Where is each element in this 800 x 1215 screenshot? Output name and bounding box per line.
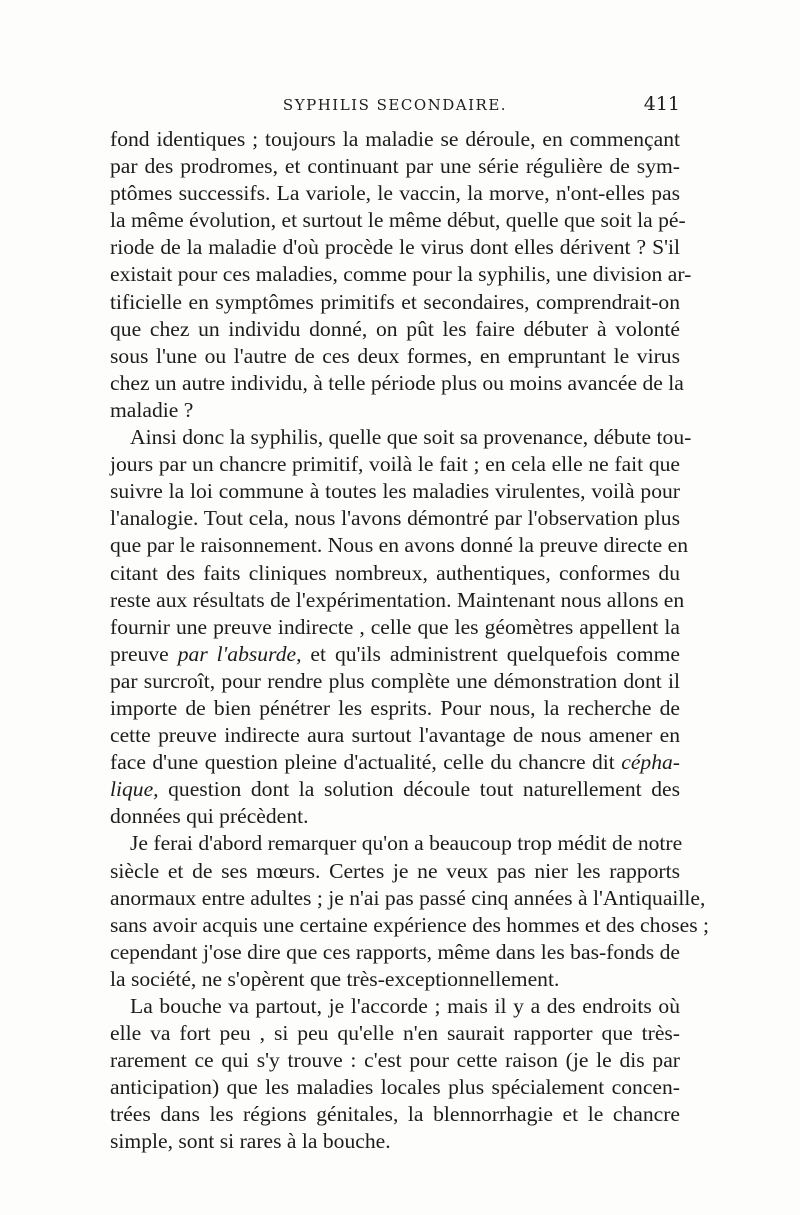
text-line: que chez un individu donné, on pût les faire débuter à volonté: [110, 316, 680, 341]
text-line: suivre la loi commune à toutes les maladies virulentes, voilà pour: [110, 479, 680, 504]
page-number: 411: [643, 93, 680, 115]
text-line: importe de bien pénétrer les esprits. Pour nous, la recherche de: [110, 695, 680, 720]
text-line: sous l'une ou l'autre de ces deux formes, en empruntant le virus: [110, 343, 680, 368]
text-line: citant des faits cliniques nombreux, authentiques, conformes du: [110, 560, 680, 585]
text-line: Ainsi donc la syphilis, quelle que soit sa provenance, débute tou-: [130, 425, 692, 450]
text-line: simple, sont si rares à la bouche.: [110, 1129, 391, 1154]
text-line: jours par un chancre primitif, voilà le fait ; en cela elle ne fait que: [110, 452, 680, 477]
paragraph: [110, 126, 692, 424]
text-line: données qui précèdent.: [110, 804, 309, 829]
text-line: tificielle en symptômes primitifs et secondaires, comprendrait-on: [110, 289, 680, 314]
text-line: anormaux entre adultes ; je n'ai pas passé cinq années à l'Antiquaille,: [110, 885, 706, 910]
text-line: ptômes successifs. La variole, le vaccin, la morve, n'ont-elles pas: [110, 181, 680, 206]
text-line: la même évolution, et surtout le même début, quelle que soit la pé-: [110, 208, 686, 233]
text-line: cependant j'ose dire que ces rapports, même dans les bas-fonds de: [110, 939, 680, 964]
text-line: existait pour ces maladies, comme pour la syphilis, une division ar-: [110, 262, 692, 287]
body-text: [110, 126, 710, 1156]
text-line: la société, ne s'opèrent que très-exceptionnellement.: [110, 966, 560, 991]
text-line: riode de la maladie d'où procède le virus dont elles dérivent ? S'il: [110, 235, 680, 260]
paragraph: [110, 424, 692, 830]
running-title: SYPHILIS SECONDAIRE.: [282, 96, 508, 114]
text-line: reste aux résultats de l'expérimentation. Maintenant nous allons en: [110, 587, 685, 612]
text-line: que par le raisonnement. Nous en avons donné la preuve directe en: [110, 533, 689, 558]
paragraph: [110, 993, 680, 1156]
text-line: Je ferai d'abord remarquer qu'on a beaucoup trop médit de notre: [130, 831, 683, 856]
paragraph: [110, 830, 710, 993]
text-line: sans avoir acquis une certaine expérience des hommes et des choses ;: [110, 912, 710, 937]
text-line: par surcroît, pour rendre plus complète une démonstration dont il: [110, 668, 680, 693]
text-line: trées dans les régions génitales, la blennorrhagie et le chancre: [110, 1102, 680, 1127]
text-line: anticipation) que les maladies locales plus spécialement concen-: [110, 1075, 680, 1100]
text-line: lique, question dont la solution découle tout naturellement des: [110, 777, 680, 802]
text-line: fond identiques ; toujours la maladie se déroule, en commençant: [110, 127, 680, 151]
text-line: face d'une question pleine d'actualité, celle du chancre dit cépha-: [110, 750, 680, 775]
text-line: elle va fort peu , si peu qu'elle n'en saurait rapporter que très-: [110, 1021, 680, 1046]
text-line: siècle et de ses mœurs. Certes je ne veux pas nier les rapports: [110, 858, 680, 883]
text-line: cette preuve indirecte aura surtout l'avantage de nous amener en: [110, 723, 680, 748]
text-line: l'analogie. Tout cela, nous l'avons démontré par l'observation plus: [110, 506, 680, 531]
text-line: rarement ce qui s'y trouve : c'est pour cette raison (je le dis par: [110, 1048, 680, 1073]
text-line: fournir une preuve indirecte , celle que les géomètres appellent la: [110, 614, 680, 639]
text-line: chez un autre individu, à telle période plus ou moins avancée de la: [110, 370, 684, 395]
text-line: maladie ?: [110, 397, 194, 422]
text-line: La bouche va partout, je l'accorde ; mais il y a des endroits où: [130, 994, 680, 1018]
page-header: [110, 93, 680, 122]
text-line: preuve par l'absurde, et qu'ils administrent quelquefois comme: [110, 641, 680, 666]
text-line: par des prodromes, et continuant par une série régulière de sym-: [110, 154, 680, 179]
